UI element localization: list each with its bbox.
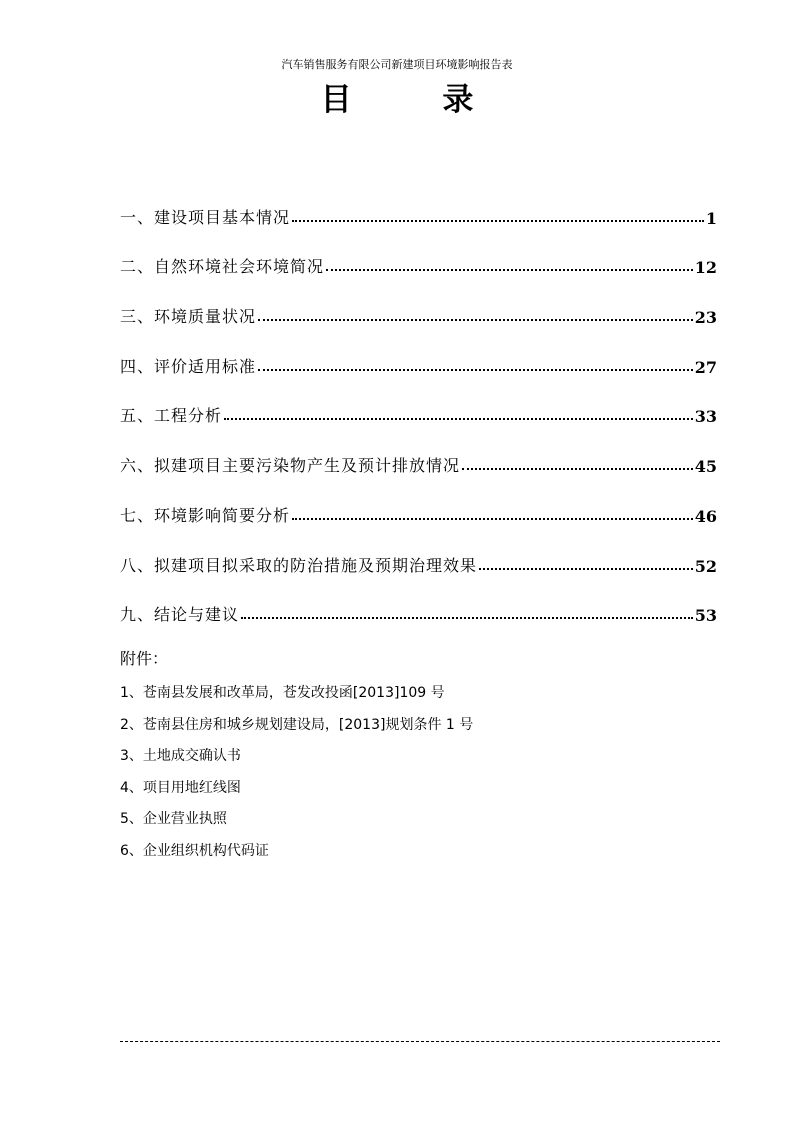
toc-entry-label: 二、自然环境社会环境简况 (120, 257, 325, 277)
toc-entry-page: 23 (694, 308, 717, 328)
toc-entry[interactable] (120, 178, 717, 228)
toc-leader-dots (326, 268, 693, 271)
attachment-item: 6、企业组织机构代码证 (120, 842, 269, 859)
toc-entry[interactable] (120, 327, 717, 377)
toc-leader-dots (292, 517, 693, 520)
attachments-heading: 附件： (120, 649, 169, 668)
toc-entry-label: 六、拟建项目主要污染物产生及预计排放情况 (120, 456, 461, 476)
toc-entry[interactable] (120, 426, 717, 476)
toc-entry-page: 52 (694, 556, 717, 576)
toc-leader-dots (479, 567, 693, 570)
toc-entry-page: 1 (705, 208, 717, 228)
toc-leader-dots (241, 616, 693, 619)
toc-entry[interactable] (120, 476, 717, 526)
attachment-item: 2、苍南县住房和城乡规划建设局，[2013]规划条件 1 号 (120, 716, 474, 733)
attachment-item: 4、项目用地红线图 (120, 779, 241, 796)
toc-entry[interactable] (120, 526, 717, 576)
attachments-list (120, 682, 473, 872)
toc-leader-dots (258, 368, 693, 371)
toc-entry[interactable] (120, 228, 717, 278)
toc-entry-page: 33 (694, 407, 717, 427)
toc-leader-dots (292, 219, 704, 222)
toc-entry[interactable] (120, 277, 717, 327)
toc-leader-dots (224, 417, 693, 420)
attachment-item: 3、土地成交确认书 (120, 748, 241, 765)
toc-leader-dots (462, 467, 693, 470)
toc-entry-label: 三、环境质量状况 (120, 307, 257, 327)
toc-entry-label: 五、工程分析 (120, 406, 223, 426)
toc-entry-label: 一、建设项目基本情况 (120, 207, 291, 227)
toc-entry-label: 四、评价适用标准 (120, 356, 257, 376)
table-of-contents (120, 178, 717, 625)
page-title: 目 录 (320, 82, 514, 118)
toc-entry-page: 53 (694, 606, 717, 626)
page-header: 汽车销售服务有限公司新建项目环境影响报告表 (281, 58, 513, 71)
toc-entry-label: 八、拟建项目拟采取的防治措施及预期治理效果 (120, 555, 478, 575)
footer-divider (120, 1041, 720, 1042)
toc-entry[interactable] (120, 576, 717, 626)
toc-entry-page: 45 (694, 457, 717, 477)
toc-entry-label: 九、结论与建议 (120, 605, 240, 625)
toc-entry-page: 12 (694, 258, 717, 278)
toc-entry-page: 46 (694, 506, 717, 526)
toc-leader-dots (258, 318, 693, 321)
toc-entry-page: 27 (694, 357, 717, 377)
attachment-item: 5、企业营业执照 (120, 811, 227, 828)
toc-entry[interactable] (120, 377, 717, 427)
toc-entry-label: 七、环境影响简要分析 (120, 505, 291, 525)
attachment-item: 1、苍南县发展和改革局，苍发改投函[2013]109 号 (120, 685, 445, 701)
